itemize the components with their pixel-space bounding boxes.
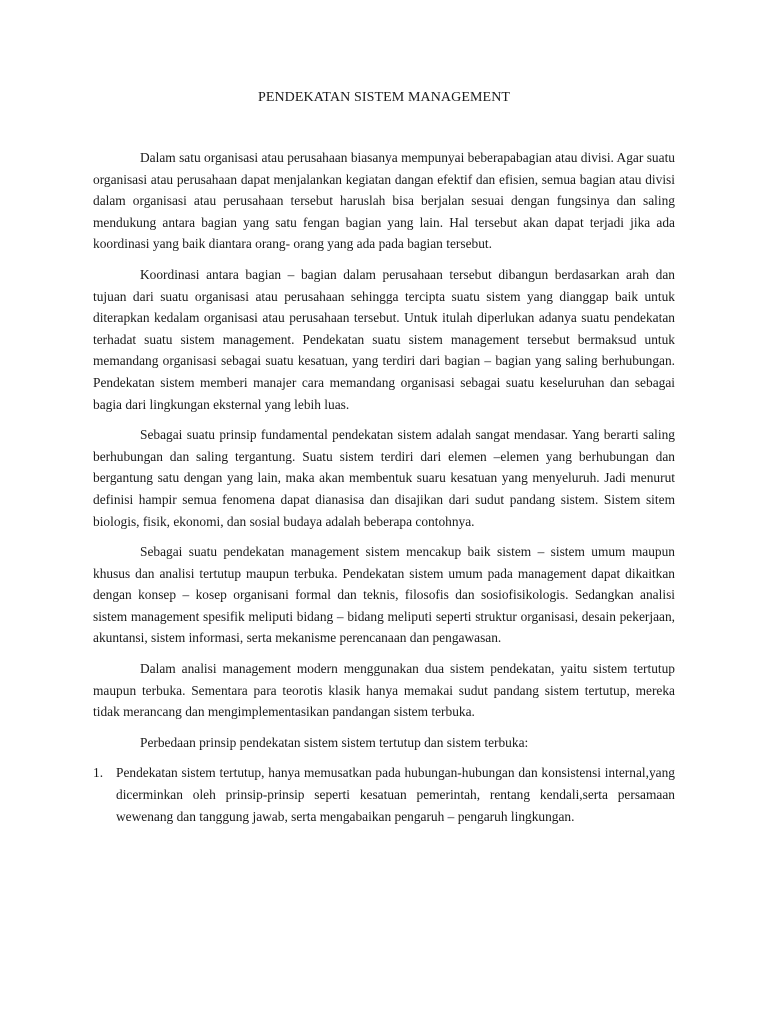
list-item-text: Pendekatan sistem tertutup, hanya memusatkan pada hubungan-hubungan dan konsistensi internal,yang dicerminkan oleh prinsip-prinsip seperti kesatuan pemerintah, rentang kendali,serta persamaan wewenang dan tanggung jawab, serta mengabaikan pengaruh – pengaruh lingkungan. <box>116 765 675 824</box>
paragraph-1: Dalam satu organisasi atau perusahaan biasanya mempunyai beberapabagian atau divisi. Agar suatu organisasi atau perusahaan dapat menjalankan kegiatan dangan efektif dan efisien, semua bagian atau divisi dalam organisasi atau perusahaan tersebut haruslah bisa berjalan sesuai dengan fungsinya dan saling mendukung antara bagian yang satu fengan bagian yang lain. Hal tersebut akan dapat terjadi jika ada koordinasi yang baik diantara orang- orang yang ada pada bagian tersebut. <box>93 150 675 252</box>
document-title: PENDEKATAN SISTEM MANAGEMENT <box>257 90 511 105</box>
paragraph-6: Perbedaan prinsip pendekatan sistem sistem tertutup dan sistem terbuka: <box>140 734 529 750</box>
paragraph-2: Koordinasi antara bagian – bagian dalam perusahaan tersebut dibangun berdasarkan arah dan tujuan dari suatu organisasi atau perusahaan sehingga tercipta suatu sistem yang dianggap baik untuk diterapkan kedalam organisasi atau perusahaan tersebut. Untuk itulah diperlukan adanya suatu pendekatan terhadat suatu sistem management. Pendekatan suatu sistem management tersebut bermaksud untuk memandang organisasi sebagai suatu kesatuan, yang terdiri dari bagian – bagian yang saling berhubungan. Pendekatan sistem memberi manajer cara memandang organisasi sebagai suatu keseluruhan dan sebagai bagia dari lingkungan eksternal yang lebih luas. <box>93 266 675 412</box>
list-item-1 <box>93 762 675 827</box>
paragraph-4: Sebagai suatu pendekatan management sistem mencakup baik sistem – sistem umum maupun khusus dan analisi tertutup maupun terbuka. Pendekatan sistem umum pada management dapat dikaitkan dengan konsep – kosep organisani formal dan teknis, filosofis dan sosiofisikologis. Sedangkan analisi sistem management spesifik meliputi bidang – bidang meliputi seperti struktur organisasi, desain pekerjaan, akuntansi, sistem informasi, serta mekanisme perencanaan dan pengawasan. <box>93 544 675 646</box>
numbered-list <box>93 762 675 827</box>
document-body <box>93 147 675 827</box>
paragraph-3: Sebagai suatu prinsip fundamental pendekatan sistem adalah sangat mendasar. Yang berarti saling berhubungan dan saling tergantung. Suatu sistem terdiri dari elemen –elemen yang berhubungan dan bergantung satu dengan yang lain, maka akan membentuk suaru kesatuan yang menyeluruh. Jadi menurut definisi hampir semua fenomena dapat dianasisa dan disajikan dari sudut pandang sistem. Sistem sitem biologis, fisik, ekonomi, dan sosial budaya adalah beberapa contohnya. <box>93 427 675 529</box>
list-item-number: 1. <box>93 765 104 781</box>
paragraph-5: Dalam analisi management modern menggunakan dua sistem pendekatan, yaitu sistem tertutup maupun terbuka. Sementara para teorotis klasik hanya memakai sudut pandang sistem tertutup, mereka tidak merancang dan mengimplementasikan pandangan sistem terbuka. <box>93 661 675 720</box>
